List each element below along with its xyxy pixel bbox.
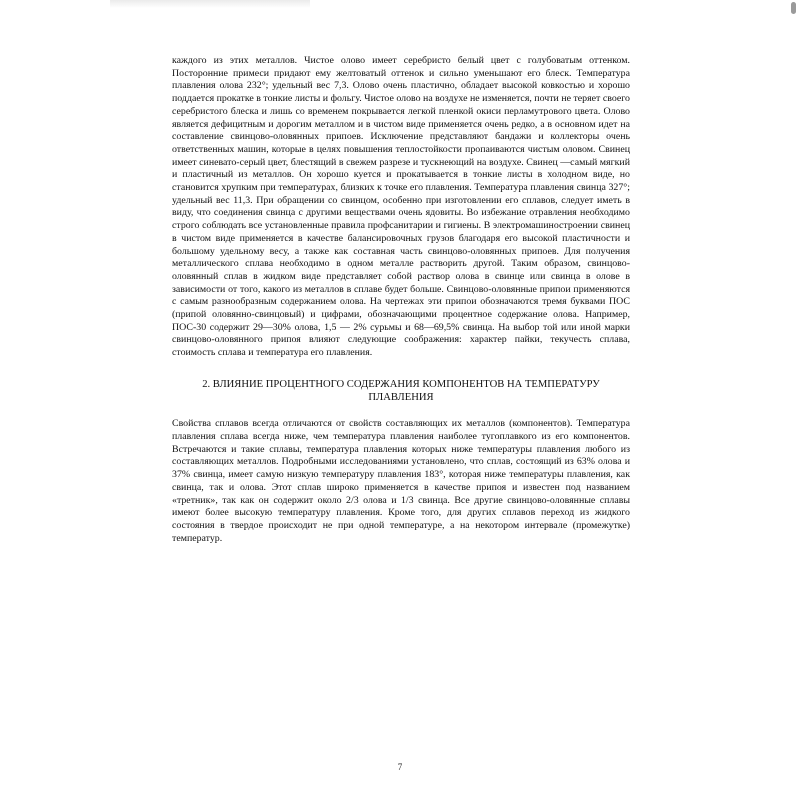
document-page	[172, 55, 630, 545]
page-number: 7	[397, 762, 403, 772]
paragraph-alloys: Свойства сплавов всегда отличаются от свойств составляющих их металлов (компонентов). Температура плавления сплава всегда ниже, чем температура плавления наиболее тугоплавкого из его компонентов. Встречаются и такие сплавы, температура плавления которых ниже температуры плавления любого из составляющих металлов. Подробными исследованиями установлено, что сплав, состоящий из 63% олова и 37% свинца, имеет самую низкую температуру плавления 183°, которая ниже температуры плавления, как свинца, так и олова. Этот сплав широко применяется в качестве припоя и известен под названием «третник», так как он содержит около 2/3 олова и 1/3 свинца. Все другие свинцово-оловянные сплавы имеют более высокую температуру плавления. Кроме того, для других сплавов переход из жидкого состояния в твердое происходит не при одной температуре, а на некотором интервале (промежутке) температур.	[172, 418, 630, 544]
scrollbar[interactable]	[788, 0, 800, 800]
top-shadow	[110, 0, 310, 8]
paragraph-metals: каждого из этих металлов. Чистое олово имеет серебристо белый цвет с голубоватым оттенком. Посторонние примеси придают ему желтоватый оттенок и сильно уменьшают его блеск. Температура плавления олова 232°; удельный вес 7,3. Олово очень пластично, обладает высокой ковкостью и хорошо поддается прокатке в тонкие листы и фольгу. Чистое олово на воздухе не изменяется, почти не теряет своего серебристого блеска и лишь со временем покрывается легкой пленкой окиси перламутрового цвета. Олово является дефицитным и дорогим металлом и в чистом виде применяется очень редко, а в основном идет на составление свинцово-оловянных припоев. Исключение представляют бандажи и коллекторы очень ответственных машин, которые в целях повышения теплостойкости пропаиваются чистым оловом. Свинец имеет синевато-серый цвет, блестящий в свежем разрезе и тускнеющий на воздухе. Свинец —самый мягкий и пластичный из металлов. Он хорошо куется и прокатывается в тонкие листы в холодном виде, но становится хрупким при температурах, близких к точке его плавления. Температура плавления свинца 327°; удельный вес 11,3. При обращении со свинцом, особенно при изготовлении его сплавов, следует иметь в виду, что соединения свинца с другими веществами очень ядовиты. Во избежание отравления необходимо строго соблюдать все установленные правила профсанитарии и гигиены. В электромашиностроении свинец в чистом виде применяется в качестве балансировочных грузов благодаря его высокой пластичности и большому удельному весу, а также как составная часть свинцово-оловянных припоев. Для получения металлического сплава необходимо в одном металле растворить другой. Таким образом, свинцово-оловянный сплав в жидком виде представляет собой раствор олова в свинце или свинца в олове в зависимости от того, какого из металлов в сплаве будет больше. Свинцово-оловянные припои применяются с самым разнообразным содержанием олова. На чертежах эти припои обозначаются тремя буквами ПОС (припой оловянно-свинцовый) и цифрами, обозначающими процентное содержание олова. Например, ПОС-30 содержит 29—30% олова, 1,5 — 2% сурьмы и 68—69,5% свинца. На выбор той или иной марки свинцово-оловянного припоя влияют следующие соображения: характер пайки, текучесть сплава, стоимость сплава и температура его плавления.	[172, 55, 630, 359]
scrollbar-thumb[interactable]	[791, 2, 796, 14]
section-heading: 2. ВЛИЯНИЕ ПРОЦЕНТНОГО СОДЕРЖАНИЯ КОМПОНЕНТОВ НА ТЕМПЕРАТУРУ ПЛАВЛЕНИЯ	[202, 378, 600, 404]
